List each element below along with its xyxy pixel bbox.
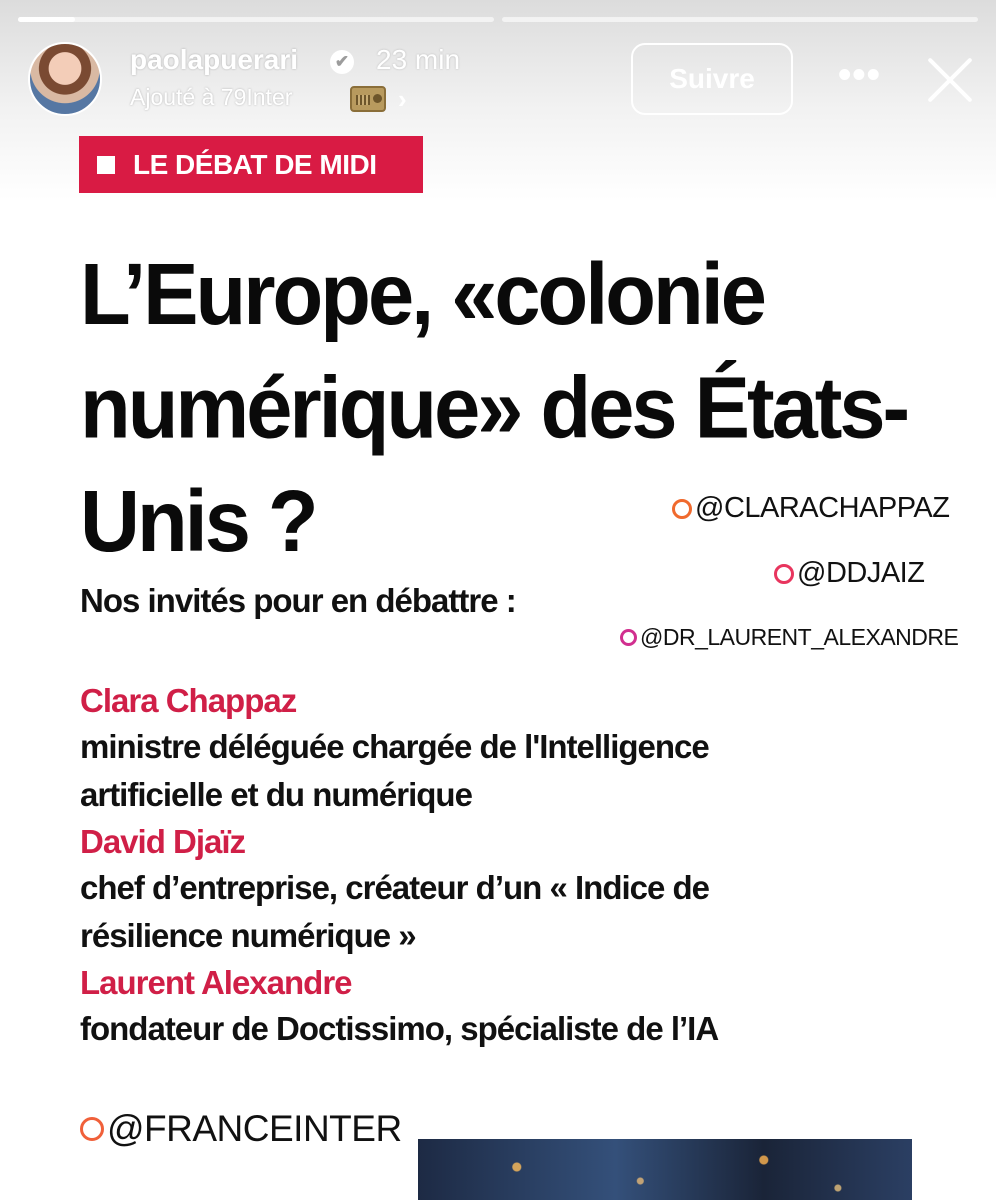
story-progress-segment-2 [502, 17, 978, 22]
mention-sticker-franceinter[interactable] [80, 1108, 402, 1150]
mention-label: @CLARACHAPPAZ [695, 492, 950, 524]
square-bullet-icon [97, 156, 115, 174]
added-to-link[interactable]: Ajouté à 79Inter [130, 84, 293, 110]
guests-intro: Nos invités pour en débattre : [80, 582, 516, 619]
guest-name: Clara Chappaz [80, 682, 297, 719]
story-time-ago: 23 min [376, 44, 461, 75]
headline-line: L’Europe, «colonie [80, 245, 764, 343]
embedded-photo [418, 1139, 912, 1200]
guest-role: fondateur de Doctissimo, spécialiste de l’IA [80, 1010, 719, 1047]
guest-role: artificielle et du numérique [80, 776, 472, 813]
follow-button[interactable]: Suivre [631, 43, 793, 115]
guest-list [80, 678, 840, 1053]
mention-label: @FRANCEINTER [107, 1108, 402, 1149]
instagram-mention-icon [672, 499, 692, 519]
guest-role: résilience numérique » [80, 917, 416, 954]
headline [80, 238, 920, 578]
instagram-mention-icon [774, 564, 794, 584]
instagram-mention-icon [80, 1117, 104, 1141]
chevron-right-icon[interactable]: › [398, 84, 407, 114]
user-avatar[interactable] [28, 42, 102, 116]
section-tag-label: LE DÉBAT DE MIDI [133, 148, 377, 180]
mention-sticker-dr-laurent-alexandre[interactable] [620, 624, 958, 651]
mention-label: @DDJAIZ [797, 557, 925, 589]
mention-sticker-ddjaiz[interactable] [774, 557, 924, 590]
story-progress-segment-1 [18, 17, 494, 22]
headline-line: numérique» des États- [80, 358, 908, 457]
guest-role: ministre déléguée chargée de l'Intelligence [80, 728, 709, 765]
radio-icon [350, 86, 386, 112]
more-dots-icon[interactable]: ••• [838, 54, 881, 96]
guest-name: David Djaïz [80, 823, 246, 860]
headline-line: Unis ? [80, 472, 316, 570]
guest-role: chef d’entreprise, créateur d’un « Indice de [80, 869, 710, 906]
mention-label: @DR_LAURENT_ALEXANDRE [640, 624, 959, 650]
instagram-mention-icon [620, 629, 637, 646]
username[interactable]: paolapuerari [130, 44, 299, 75]
verified-check-icon: ✔ [330, 50, 354, 74]
close-icon[interactable] [924, 54, 976, 106]
section-tag [79, 136, 423, 193]
guest-name: Laurent Alexandre [80, 964, 352, 1001]
mention-sticker-clarachappaz[interactable] [672, 492, 949, 525]
story-progress-fill [18, 17, 75, 22]
